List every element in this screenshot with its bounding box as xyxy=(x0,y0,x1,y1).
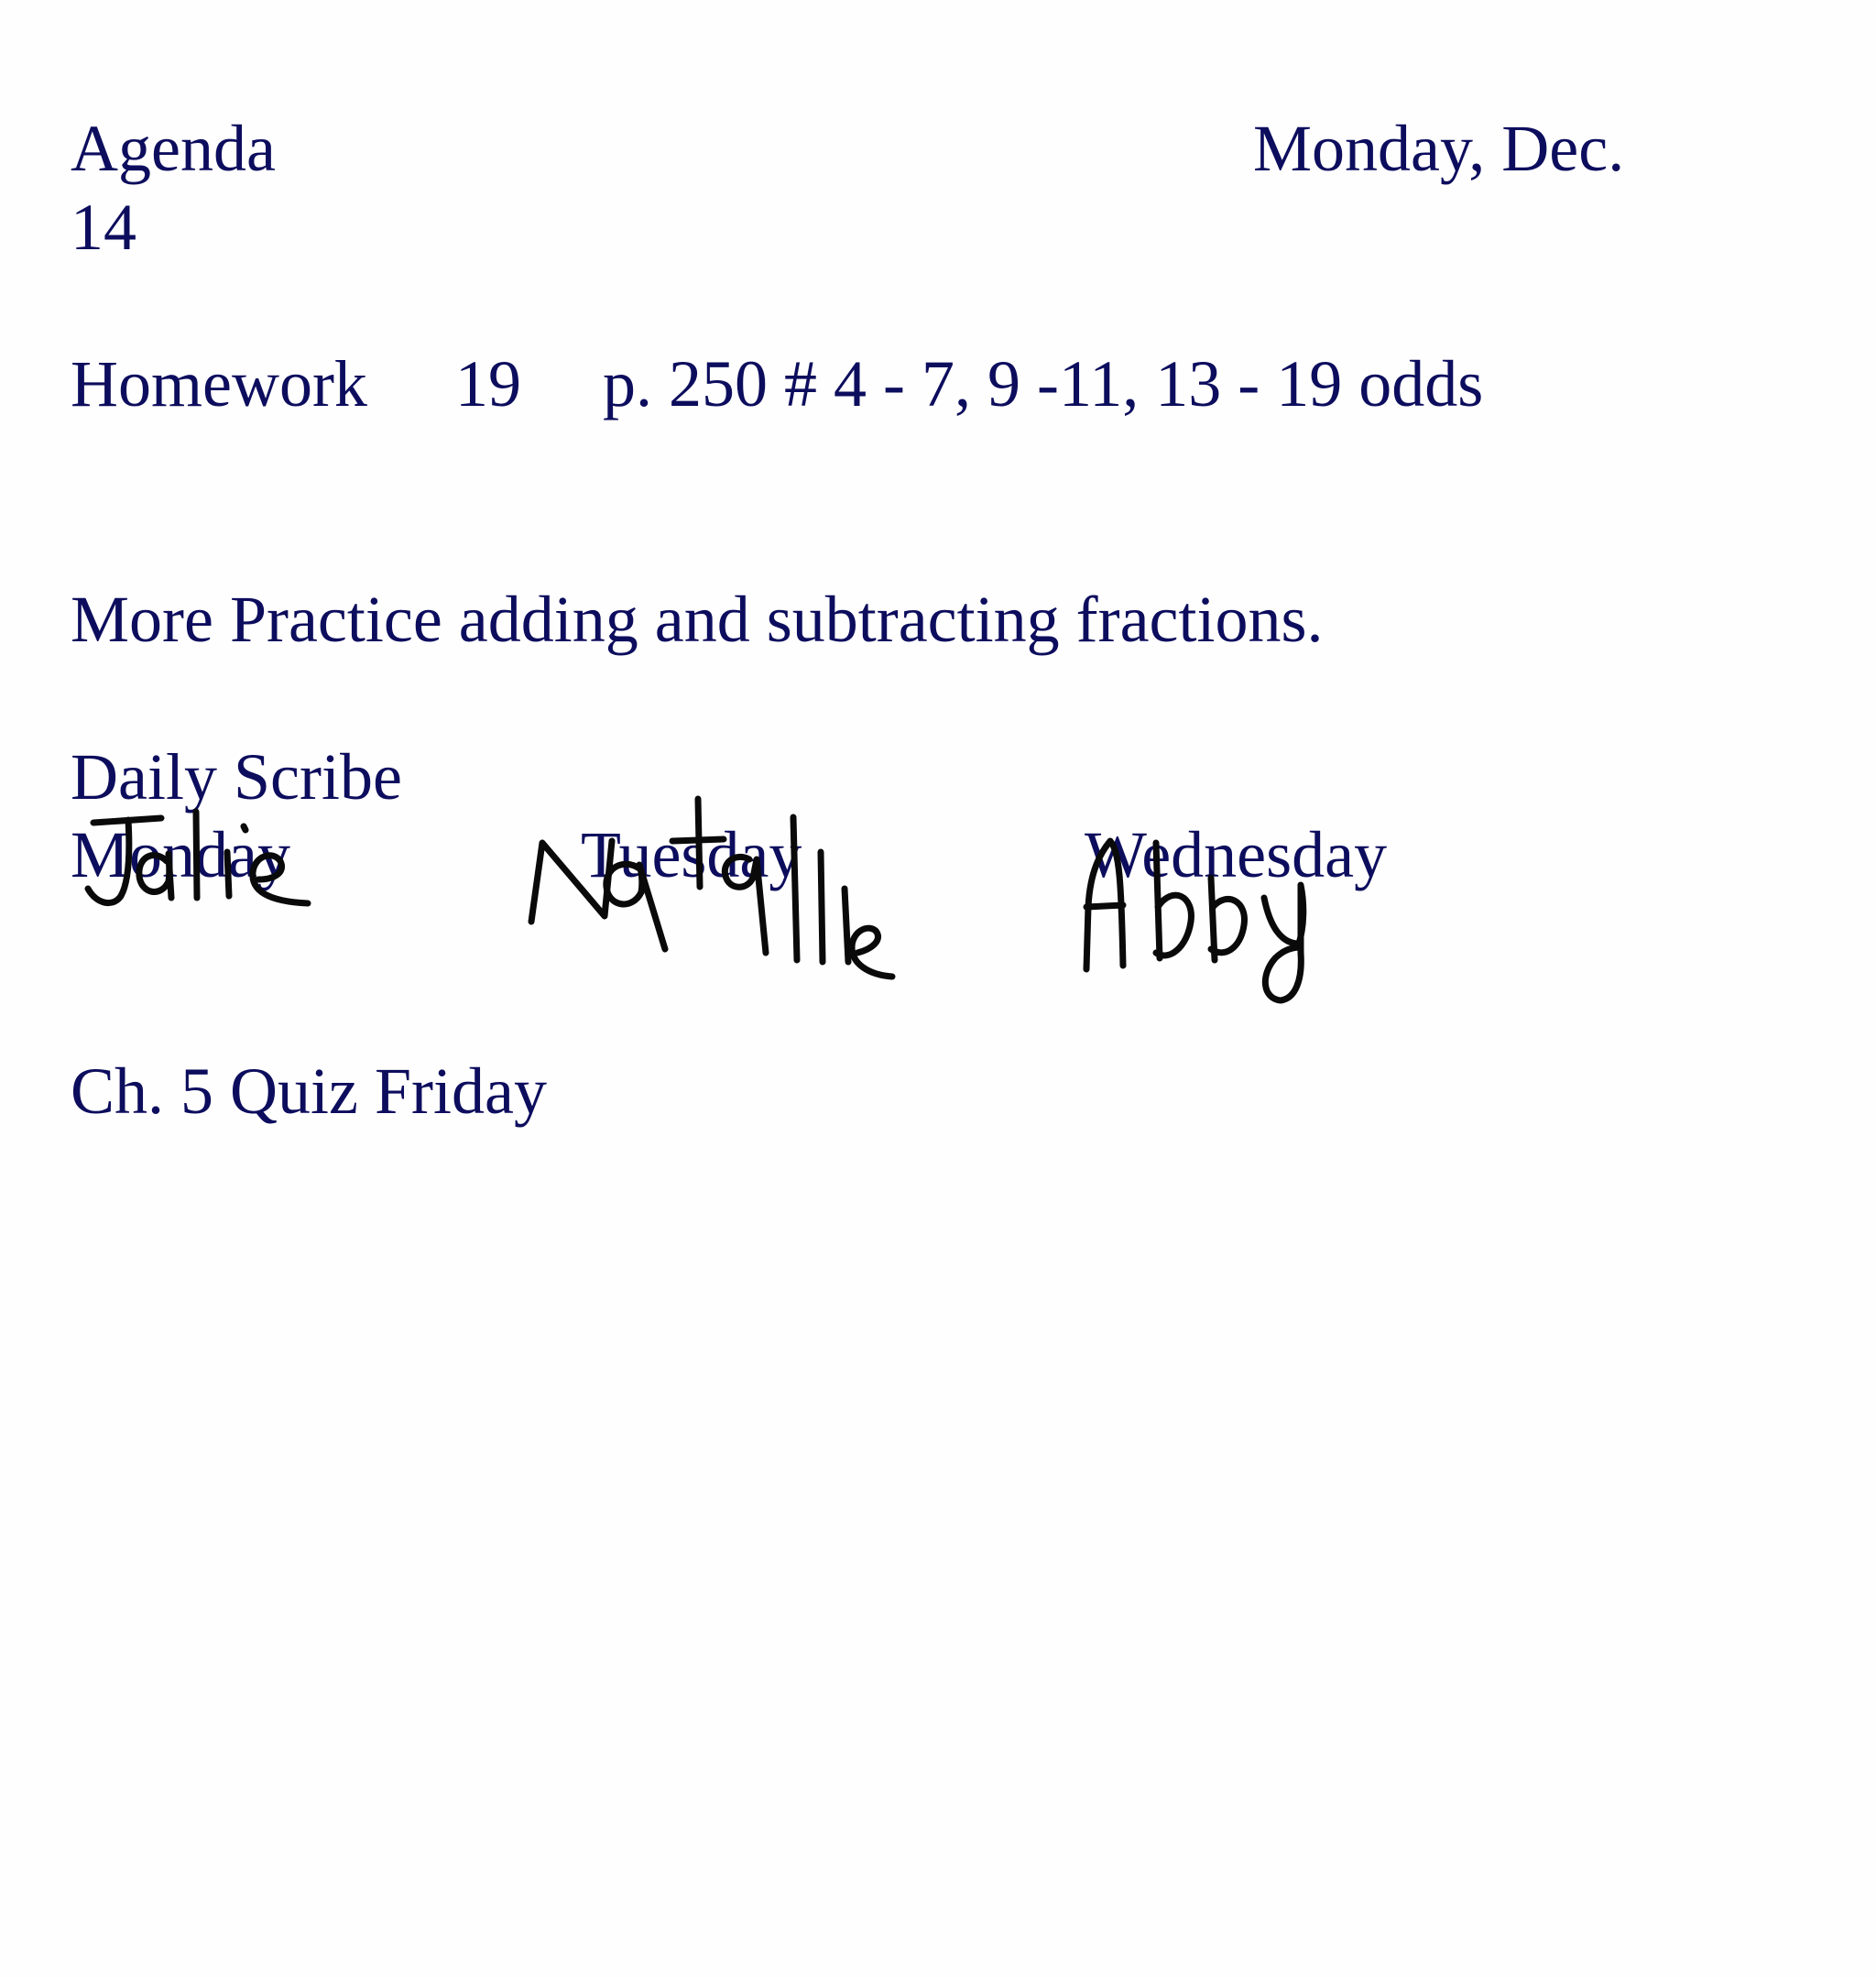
scribe-day-monday: Monday xyxy=(71,818,290,891)
daily-scribe-heading: Daily Scribe xyxy=(71,740,402,814)
scribe-day-wednesday: Wednesday xyxy=(1085,818,1388,891)
agenda-date: Monday, Dec. xyxy=(1253,112,1625,185)
homework-label: Homework xyxy=(71,347,367,421)
agenda-title: Agenda xyxy=(71,112,276,185)
homework-number: 19 xyxy=(455,347,521,421)
agenda-date-day: 14 xyxy=(71,191,136,264)
homework-assignment: p. 250 # 4 - 7, 9 -11, 13 - 19 odds xyxy=(603,347,1484,421)
scribe-day-tuesday: Tuesday xyxy=(581,818,802,891)
lesson-text: More Practice adding and subtracting fractions. xyxy=(71,583,1324,656)
quiz-reminder: Ch. 5 Quiz Friday xyxy=(71,1054,547,1128)
